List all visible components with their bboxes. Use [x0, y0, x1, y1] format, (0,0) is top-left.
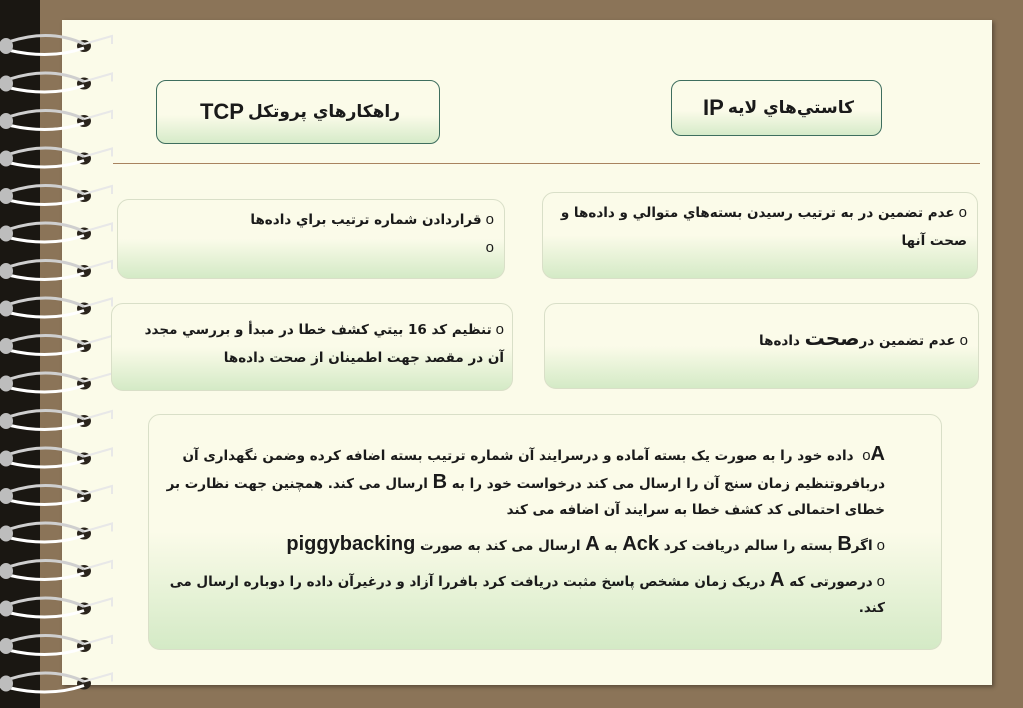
spiral-ring — [0, 410, 112, 429]
explanation-step-ack: oاگرB بسته را سالم دریافت کرد Ack به A ارسال می کند به صورت piggybacking — [286, 533, 885, 555]
empty-bullet-line — [130, 234, 494, 262]
ip-issue-ordering: oعدم تضمين در به ترتيب رسيدن بسته‌هاي متوالي و داده‌ها و صحت آنها — [560, 204, 967, 249]
tcp-title-text: راهكارهاي پروتكل — [247, 102, 401, 122]
spiral-ring — [0, 673, 112, 692]
spiral-ring — [0, 560, 112, 579]
bullet-icon: o — [958, 204, 967, 221]
ip-issue-integrity-card — [544, 303, 979, 389]
ip-issue-ordering-card — [542, 192, 978, 279]
host-a-label: A — [870, 443, 885, 465]
spiral-ring — [0, 298, 112, 317]
spiral-ring — [0, 110, 112, 129]
host-b-label: B — [837, 533, 852, 555]
spiral-ring — [0, 373, 112, 392]
spiral-ring — [0, 185, 112, 204]
header-divider — [113, 163, 980, 164]
spiral-ring — [0, 448, 112, 467]
spiral-ring — [0, 635, 112, 654]
tcp-solution-checksum: oتنظيم كد 16 بيتي كشف خطا در مبدأ و بررسي مجدد آن در مقصد جهت اطمينان از صحت داده‌ها — [144, 321, 504, 366]
tcp-solution-sequence: oقراردادن شماره ترتيب براي داده‌ها — [250, 211, 494, 228]
spiral-ring — [0, 260, 112, 279]
spiral-ring — [0, 73, 112, 92]
bullet-icon: o — [876, 537, 885, 554]
explanation-step-retransmit: oدرصورتی که A دریک زمان مشخص پاسخ مثبت دریافت کرد بافررا آزاد و درغیرآن داده را دوباره ارسال می کند. — [169, 569, 885, 616]
host-a-label: A — [585, 533, 600, 555]
spiral-ring — [0, 148, 112, 167]
tcp-solution-checksum-card — [111, 303, 513, 391]
ip-title-text: كاستي‌هاي لايه — [727, 98, 854, 118]
tcp-solution-sequence-card — [117, 199, 505, 279]
ip-shortcomings-title — [671, 80, 882, 136]
ip-issue-integrity: oعدم تضمين درصحت داده‌ها — [759, 326, 968, 350]
spiral-ring — [0, 35, 112, 54]
tcp-title-label: TCP — [199, 99, 244, 124]
bullet-icon: o — [485, 239, 494, 256]
spiral-ring — [0, 485, 112, 504]
explanation-step-send: oA داده خود را به صورت یک بسته آماده و درسرایند آن شماره ترتیب بسته اضافه کرده وضمن نگهداری آن دربافروتنظیم زمان سنج آن را ارسال می کند درخواست خود را به B ارسال می کند. همچنین جهت نظارت بر خطای احتمالی کد کشف خطا به سرایند آن اضافه می کند — [166, 443, 885, 518]
bullet-icon: o — [485, 211, 494, 228]
bullet-icon: o — [959, 332, 968, 349]
tcp-process-explanation-card — [148, 414, 942, 650]
ack-label: Ack — [622, 533, 660, 555]
spiral-ring — [0, 523, 112, 542]
bullet-icon: o — [876, 573, 885, 590]
spiral-ring — [0, 223, 112, 242]
host-b-label: B — [432, 471, 448, 493]
tcp-solutions-title — [156, 80, 440, 144]
spiral-rings — [0, 0, 125, 708]
spiral-ring — [0, 335, 112, 354]
bullet-icon: o — [862, 447, 871, 464]
piggybacking-label: piggybacking — [286, 533, 416, 555]
host-a-label: A — [770, 569, 785, 591]
ip-title-label: IP — [703, 95, 724, 120]
integrity-emphasis: صحت — [804, 326, 860, 350]
bullet-icon: o — [495, 321, 504, 338]
spiral-ring — [0, 598, 112, 617]
